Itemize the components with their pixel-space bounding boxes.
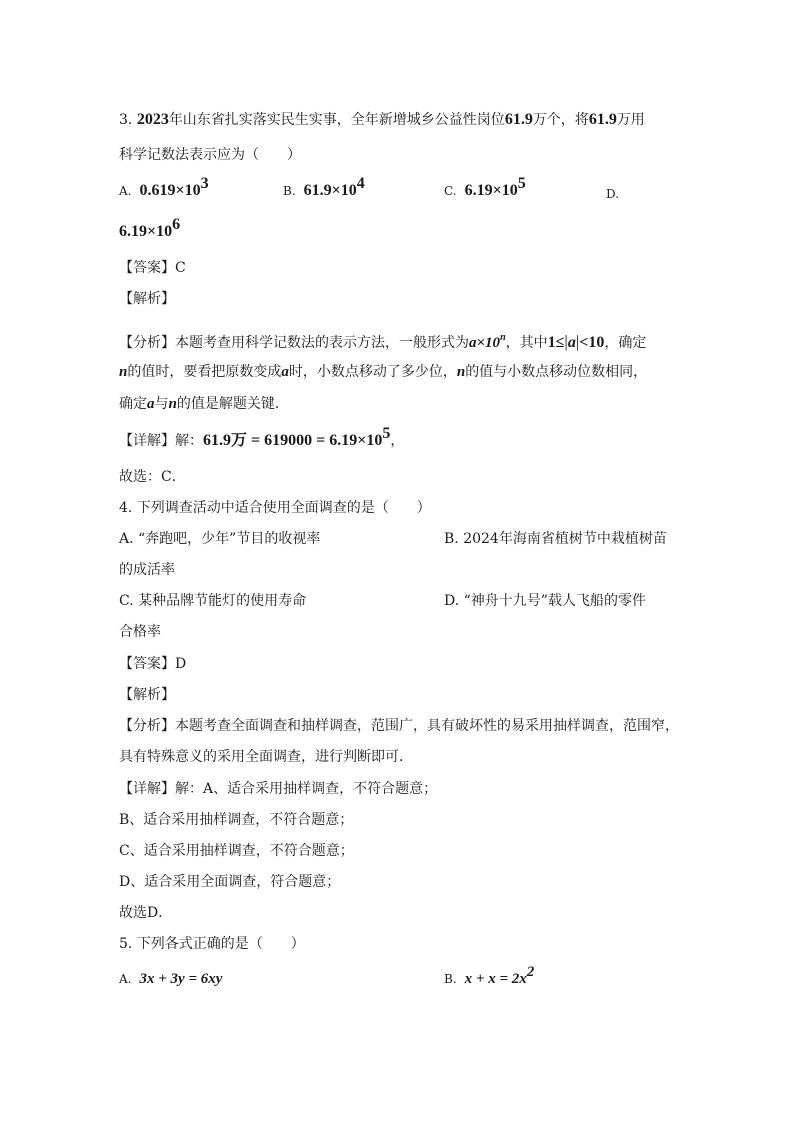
q5-stem: 5. 下列各式正确的是（ ） <box>119 936 305 952</box>
option-exp: 4 <box>356 175 365 192</box>
option-label: A. <box>119 972 132 986</box>
q3-option-d-label[interactable] <box>606 185 627 203</box>
option-expr: x + x = 2x <box>464 971 527 987</box>
option-expr: 3x + 3y = 6xy <box>139 971 223 987</box>
option-label: C. <box>444 184 457 198</box>
option-expr: 6.19×10 <box>119 223 173 240</box>
analysis-text: ，其中 <box>505 335 548 351</box>
q3-analysis-line2 <box>119 363 647 381</box>
q4-detail-4: D、适合采用全面调查，符合题意； <box>119 874 341 890</box>
detail-exp: 5 <box>382 425 391 442</box>
detail-text: 【详解】解： <box>119 433 203 449</box>
option-exp: 6 <box>172 216 181 233</box>
option-label: D. <box>606 187 620 201</box>
jobs-value: 61.9 <box>504 111 533 128</box>
analysis-text: 确定 <box>119 396 147 412</box>
analysis-text: 的值是解题关键． <box>176 396 289 412</box>
q3-analysis-head: 【解析】 <box>119 291 175 307</box>
q3-answer: 【答案】C <box>119 260 186 276</box>
jobs-value: 61.9 <box>588 111 617 128</box>
option-exp: 5 <box>517 175 526 192</box>
q3-detail <box>119 425 405 450</box>
q4-answer: 【答案】D <box>119 656 187 672</box>
q3-text: 年山东省扎实落实民生实事，全年新增城乡公益性岗位 <box>168 112 505 128</box>
q4-detail-1: 【详解】解：A、适合采用抽样调查，不符合题意； <box>119 781 438 797</box>
option-expr: 0.619×10 <box>139 182 201 199</box>
q4-detail-2: B、适合采用抽样调查，不符合题意； <box>119 812 354 828</box>
var-n: n <box>119 364 128 380</box>
var-n: n <box>168 396 177 412</box>
analysis-text: 与 <box>154 396 169 412</box>
analysis-text: 的值与小数点移动位数相同， <box>465 364 648 380</box>
q4-option-c[interactable]: C. 某种品牌节能灯的使用寿命 <box>119 593 307 609</box>
q4-analysis-line1: 【分析】本题考查全面调查和抽样调查，范围广，具有破坏性的易采用抽样调查，范围窄， <box>119 718 679 734</box>
option-exp: 3 <box>200 175 209 192</box>
q3-option-a[interactable] <box>119 175 209 200</box>
q4-option-b-cont: 的成活率 <box>119 562 175 578</box>
q4-analysis-head: 【解析】 <box>119 687 175 703</box>
q4-conclusion: 故选D． <box>119 905 173 921</box>
q3-option-b[interactable] <box>283 175 365 200</box>
q4-stem: 4. 下列调查活动中适合使用全面调查的是（ ） <box>119 500 431 516</box>
q3-conclusion: 故选：C． <box>119 469 186 485</box>
q3-text: 万用 <box>616 112 645 128</box>
var-a: a <box>281 364 289 380</box>
q3-analysis-line1 <box>119 333 646 352</box>
q4-analysis-line2: 具有特殊意义的采用全面调查，进行判断即可． <box>119 749 413 765</box>
detail-expr: 61.9万 = 619000 = 6.19×10 <box>203 432 383 449</box>
option-expr: 6.19×10 <box>464 182 518 199</box>
analysis-text: 【分析】本题考查用科学记数法的表示方法，一般形式为 <box>119 335 469 351</box>
year-value: 2023 <box>136 111 169 128</box>
q5-option-a[interactable] <box>119 970 222 988</box>
question-number: 3. <box>119 112 133 128</box>
q3-text: 万个，将 <box>532 112 589 128</box>
formula-a10n: $a\times 10^n$ <box>469 332 506 351</box>
q4-detail-3: C、适合采用抽样调查，不符合题意； <box>119 843 354 859</box>
q3-stem-line2: 科学记数法表示应为（ ） <box>119 147 301 163</box>
option-exp: 2 <box>526 964 535 980</box>
q3-option-c[interactable] <box>444 175 526 200</box>
option-expr: 61.9×10 <box>303 182 357 199</box>
q5-option-b[interactable] <box>444 964 535 988</box>
formula-range: 1≤|a|<10 <box>547 332 605 351</box>
analysis-text: ，确定 <box>604 335 647 351</box>
q4-option-d[interactable]: D. “神舟十九号”载人飞船的零件 <box>444 593 646 609</box>
option-label: A. <box>119 184 132 198</box>
analysis-text: 时，小数点移动了多少位， <box>288 364 457 380</box>
option-label: B. <box>444 972 457 986</box>
q3-stem-line1 <box>119 111 645 129</box>
option-label: B. <box>283 184 296 198</box>
q3-analysis-line3 <box>119 395 289 413</box>
var-n: n <box>456 364 466 380</box>
q4-option-d-cont: 合格率 <box>119 624 161 640</box>
detail-text: ， <box>390 433 405 449</box>
q4-option-b[interactable]: B. 2024年海南省植树节中栽植树苗 <box>444 531 667 547</box>
q4-option-a[interactable]: A. “奔跑吧，少年”节目的收视率 <box>119 531 321 547</box>
q3-option-d-expr[interactable] <box>119 216 181 241</box>
analysis-text: 的值时，要看把原数变成 <box>127 364 282 380</box>
var-a: a <box>147 396 155 412</box>
